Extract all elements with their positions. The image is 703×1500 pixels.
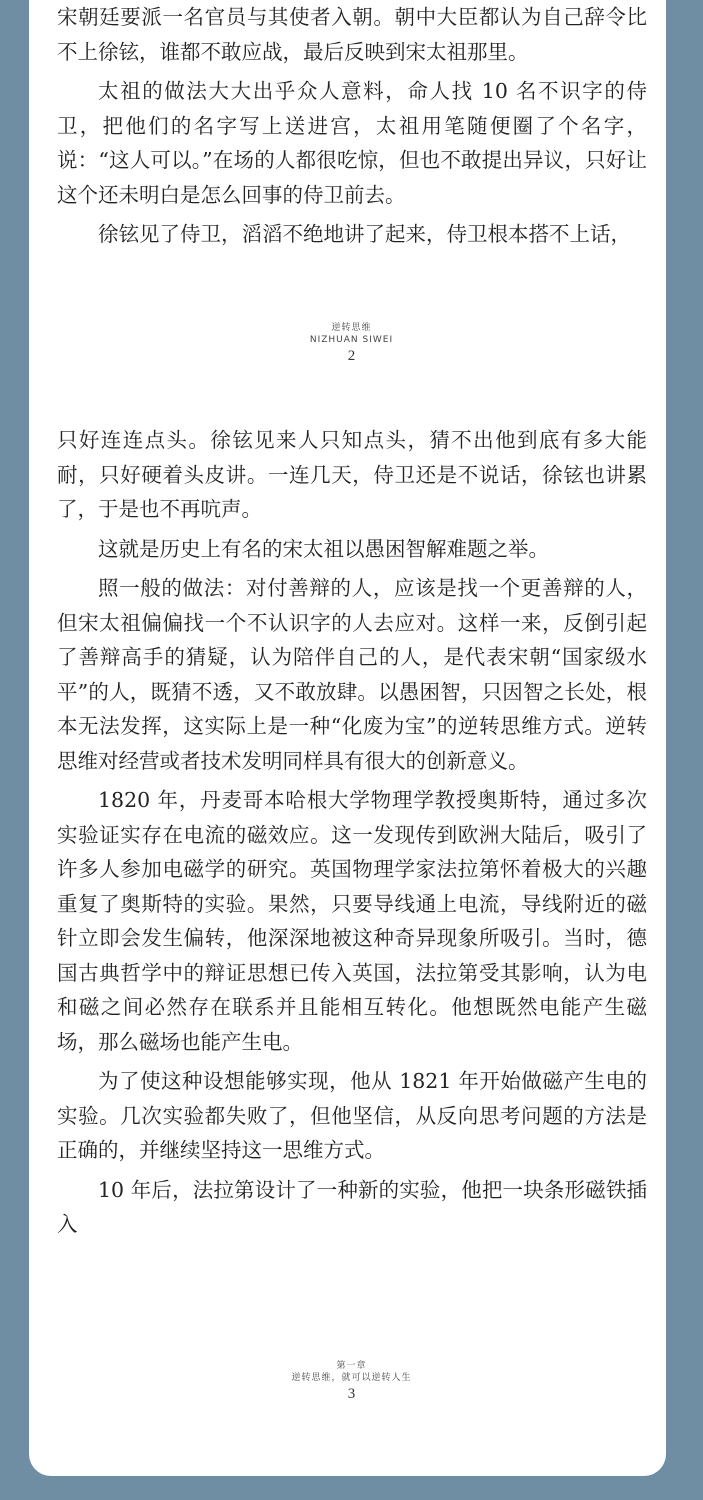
page-number: 3: [347, 1386, 356, 1402]
paragraph: 为了使这种设想能够实现，他从 1821 年开始做磁产生电的实验。几次实验都失败了，但他坚信，从反向思考问题的方法是正确的，并继续坚持这一思维方式。: [57, 1069, 647, 1162]
paragraph: 1820 年，丹麦哥本哈根大学物理学教授奥斯特，通过多次实验证实存在电流的磁效应。这一发现传到欧洲大陆后，吸引了许多人参加电磁学的研究。英国物理学家法拉第怀着极大的兴趣重复了奥斯特的实验。果然，只要导线通上电流，导线附近的磁针立即会发生偏转，他深深地被这种奇异现象所吸引。当时，德国古典哲学中的辩证思想已传入英国，法拉第受其影响，认为电和磁之间必然存在联系并且能相互转化。他想既然电能产生磁场，那么磁场也能产生电。: [57, 788, 647, 1054]
paragraph: 徐铉见了侍卫，滔滔不绝地讲了起来，侍卫根本搭不上话，: [98, 222, 631, 246]
paragraph: 照一般的做法：对付善辩的人，应该是找一个更善辩的人，但宋太祖偏偏找一个不认识字的人去应对。这样一来，反倒引起了善辩高手的猜疑，认为陪伴自己的人，是代表宋朝“国家级水平”的人，既猜不透，又不敢放肆。以愚困智，只因智之长处，根本无法发挥，这实际上是一种“化废为宝”的逆转思维方式。逆转思维对经营或者技术发明同样具有很大的创新意义。: [57, 576, 647, 773]
paragraph: 太祖的做法大大出乎众人意料，命人找 10 名不识字的侍卫，把他们的名字写上送进宫，太祖用笔随便圈了个名字，说：“这人可以。”在场的人都很吃惊，但也不敢提出异议，只好让这个还未明白是怎么回事的侍卫前去。: [57, 79, 647, 207]
page-2-body: [57, 0, 647, 257]
chapter-title: 逆转思维，就可以逆转人生: [291, 1373, 412, 1383]
paragraph: 只好连连点头。徐铉见来人只知点头，猜不出他到底有多大能耐，只好硬着头皮讲。一连几天，侍卫还是不说话，徐铉也讲累了，于是也不再吭声。: [57, 428, 647, 521]
page-3-body: [57, 423, 647, 1247]
page-2-footer: [0, 322, 703, 366]
page-3-footer: [0, 1360, 703, 1404]
paragraph: 宋朝廷要派一名官员与其使者入朝。朝中大臣都认为自己辞令比不上徐铉，谁都不敢应战，最后反映到宋太祖那里。: [57, 5, 647, 64]
chapter-label: 第一章: [336, 1361, 367, 1371]
running-title-pinyin: NIZHUAN SIWEI: [309, 335, 394, 345]
running-title: 逆转思维: [331, 323, 372, 333]
paragraph: 这就是历史上有名的宋太祖以愚困智解难题之举。: [98, 536, 549, 561]
page-number: 2: [347, 348, 356, 364]
paragraph: 10 年后，法拉第设计了一种新的实验，他把一块条形磁铁插入: [57, 1177, 647, 1236]
